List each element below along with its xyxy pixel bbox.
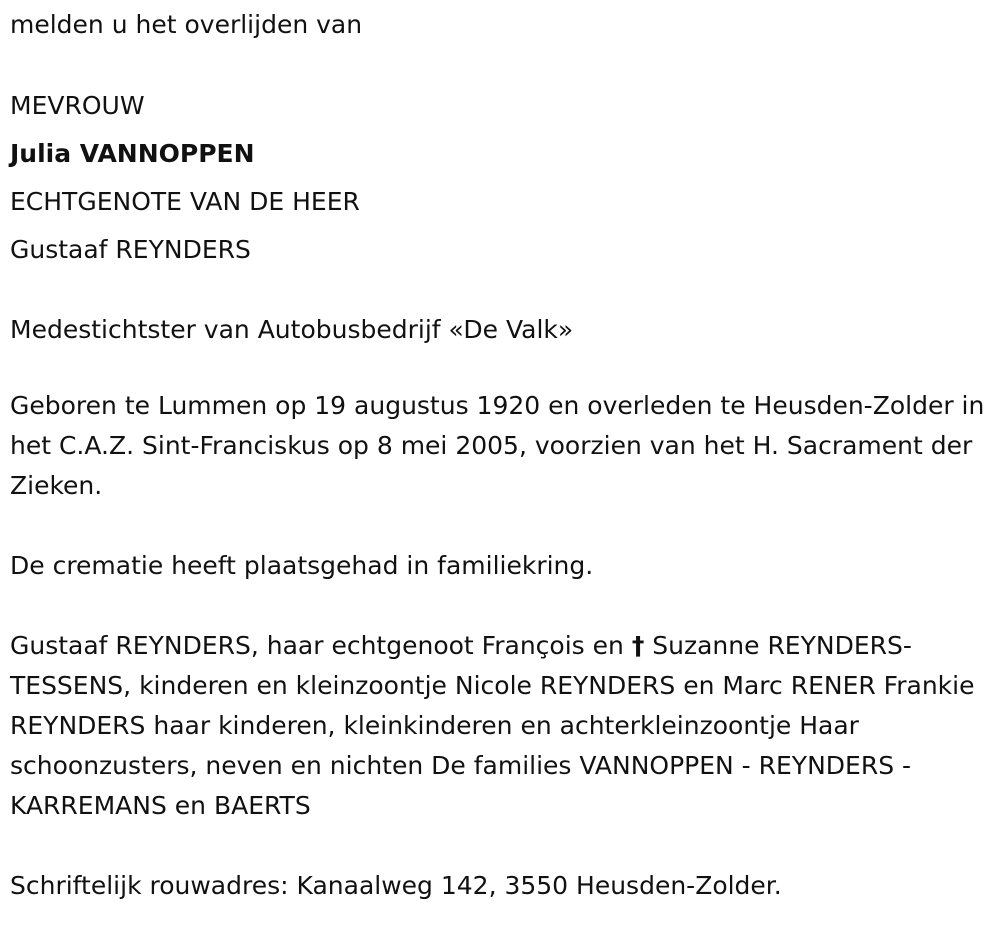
cross-icon: † [631, 631, 645, 660]
cremation-paragraph: De crematie heeft plaatsgehad in familiekring. [10, 551, 594, 580]
family-text-part1: Gustaaf REYNDERS, haar echtgenoot François en [10, 631, 624, 660]
deceased-name: Julia VANNOPPEN [10, 139, 255, 168]
spouse-name: Gustaaf REYNDERS [10, 235, 251, 264]
spacer [10, 826, 985, 866]
obituary-document [10, 0, 985, 906]
birth-death-paragraph: Geboren te Lummen op 19 augustus 1920 en overleden te Heusden-Zolder in het C.A.Z. Sint-Franciskus op 8 mei 2005, voorzien van het H. Sacrament der Zieken. [10, 391, 985, 500]
spacer [10, 354, 985, 386]
address-paragraph: Schriftelijk rouwadres: Kanaalweg 142, 3550 Heusden-Zolder. [10, 871, 782, 900]
spacer [10, 274, 985, 306]
family-text-part2: Suzanne REYNDERS-TESSENS, kinderen en kleinzoontje Nicole REYNDERS en Marc RENER Frankie REYNDERS haar kinderen, kleinkinderen en achterkleinzoontje Haar schoonzusters, neven en nichten De families VANNOPPEN - REYNDERS - KARREMANS en BAERTS [10, 631, 975, 820]
role-text: Medestichtster van Autobusbedrijf «De Valk» [10, 315, 574, 344]
intro-text: melden u het overlijden van [10, 10, 363, 39]
spacer [10, 50, 985, 82]
spacer [10, 586, 985, 626]
spacer [10, 506, 985, 546]
family-paragraph [10, 626, 985, 826]
honorific-title: MEVROUW [10, 91, 145, 120]
relation-text: ECHTGENOTE VAN DE HEER [10, 187, 360, 216]
